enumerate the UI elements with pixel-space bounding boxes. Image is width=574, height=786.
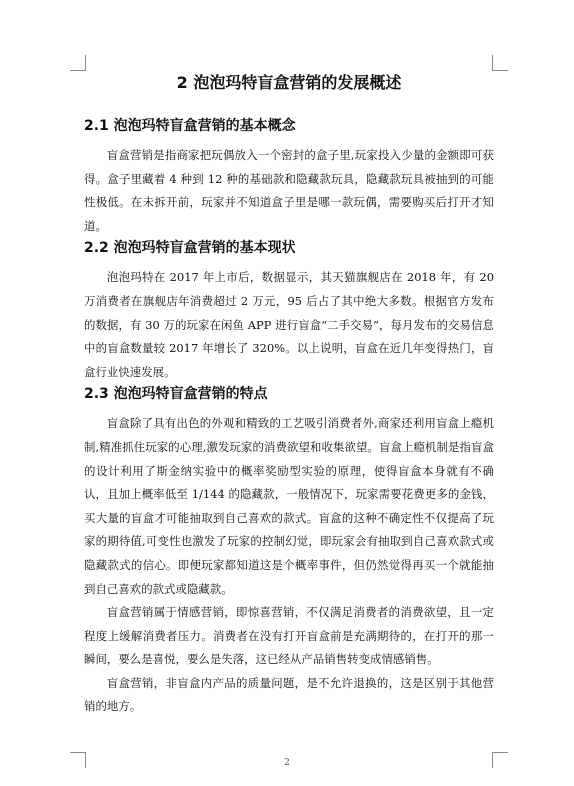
crop-mark-top-right-v [492,55,493,71]
section-2-1 [84,116,494,238]
paragraph: 盲盒营销是指商家把玩偶放入一个密封的盒子里,玩家投入少量的金额即可获得。盒子里藏着 4 种到 12 种的基础款和隐藏款玩具，隐藏款玩具被抽到的可能性极低。在未拆开前，玩家并不知道盒子里是哪一款玩偶，需要购买后打开才知道。 [84,148,494,233]
document-body [84,72,494,719]
section-2-2 [84,238,494,384]
crop-mark-top-right-h [492,70,508,71]
section-heading: 2.1 泡泡玛特盲盒营销的基本概念 [84,118,296,134]
section-2-3 [84,384,494,719]
paragraph: 泡泡玛特在 2017 年上市后，数据显示，其天猫旗舰店在 2018 年，有 20 万消费者在旗舰店年消费超过 2 万元，95 后占了其中绝大多数。根据官方发布的数据，有 30 万的玩家在闲鱼 APP 进行盲盒“二手交易”，每月发布的交易信息中的盲盒数量较 2017 年增长了 320%。以上说明，盲盒在近几年变得热门，盲盒行业快速发展。 [84,270,494,379]
paragraph: 盲盒除了具有出色的外观和精致的工艺吸引消费者外,商家还利用盲盒上瘾机制,精准抓住玩家的心理,激发玩家的消费欲望和收集欲望。盲盒上瘾机制是指盲盒的设计利用了斯金纳实验中的概率奖励型实验的原理，使得盲盒本身就有不确认，且加上概率低至 1/144 的隐藏款，一般情况下，玩家需要花费更多的金钱，买大量的盲盒才可能抽取到自己喜欢的款式。盲盒的这种不确定性不仅提高了玩家的期待值,可变性也激发了玩家的控制幻觉，即玩家会有抽取到自己喜欢款式或隐藏款式的信心。即便玩家都知道这是个概率事件，但仍然觉得再买一个就能抽到自己喜欢的款式或隐藏款。 [84,416,494,596]
crop-mark-bottom-right-h [492,752,508,753]
crop-mark-top-left-v [85,55,86,71]
paragraph: 盲盒营销属于情感营销，即惊喜营销，不仅满足消费者的消费欲望，且一定程度上缓解消费者压力。消费者在没有打开盲盒前是充满期待的，在打开的那一瞬间，要么是喜悦，要么是失落，这已经从产品销售转变成情感销售。 [84,605,494,667]
paragraph: 盲盒营销，非盲盒内产品的质量问题，是不允许退换的，这是区别于其他营销的地方。 [84,675,494,714]
section-heading: 2.2 泡泡玛特盲盒营销的基本现状 [84,240,296,257]
section-heading: 2.3 泡泡玛特盲盒营销的特点 [84,386,268,403]
crop-mark-bottom-left-h [70,752,86,753]
crop-mark-top-left-h [70,70,86,71]
chapter-title: 2 泡泡玛特盲盒营销的发展概述 [176,73,402,92]
page-number: 2 [284,758,290,768]
